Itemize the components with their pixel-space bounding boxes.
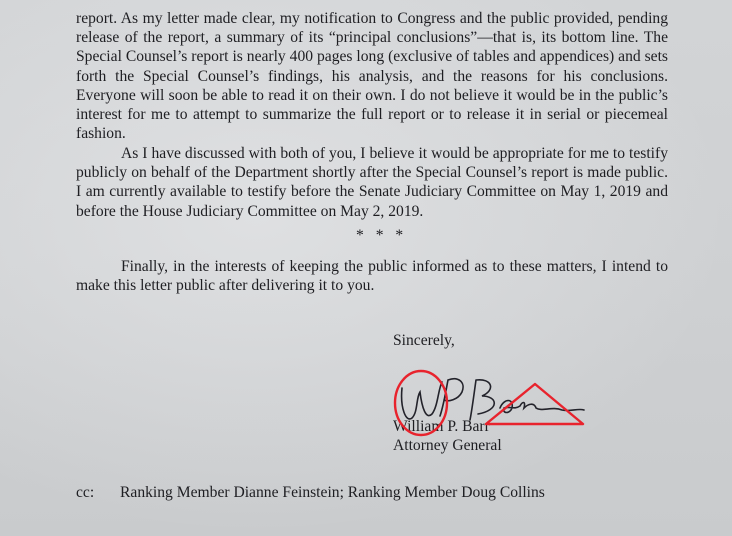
- cc-label: cc:: [76, 484, 95, 501]
- section-separator: * * *: [356, 227, 408, 244]
- cc-recipients: Ranking Member Dianne Feinstein; Ranking Member Doug Collins: [120, 484, 545, 501]
- signer-title: Attorney General: [393, 437, 502, 454]
- closing-salutation: Sincerely,: [393, 332, 455, 349]
- paragraph-report-summary: report. As my letter made clear, my notification to Congress and the public provided, pending release of the report, a summary of its “principal conclusions”—that is, its bottom line. The Special Counsel’s report is nearly 400 pages long (exclusive of tables and appendices) and sets forth the Special Counsel’s findings, his analysis, and the reasons for his conclusions. Everyone will soon be able to read it on their own. I do not believe it would be in the public’s interest for me to attempt to summarize the full report or to release it in serial or piecemeal fashion.: [76, 10, 668, 143]
- paragraph-testimony: As I have discussed with both of you, I believe it would be appropriate for me to testify publicly on behalf of the Department shortly after the Special Counsel’s report is made public. I am currently available to testify before the Senate Judiciary Committee on May 1, 2019 and before the House Judiciary Committee on May 2, 2019.: [76, 145, 668, 220]
- paragraph-publication: Finally, in the interests of keeping the public informed as to these matters, I intend to make this letter public after delivering it to you.: [76, 258, 668, 295]
- signer-name: William P. Barr: [393, 418, 490, 435]
